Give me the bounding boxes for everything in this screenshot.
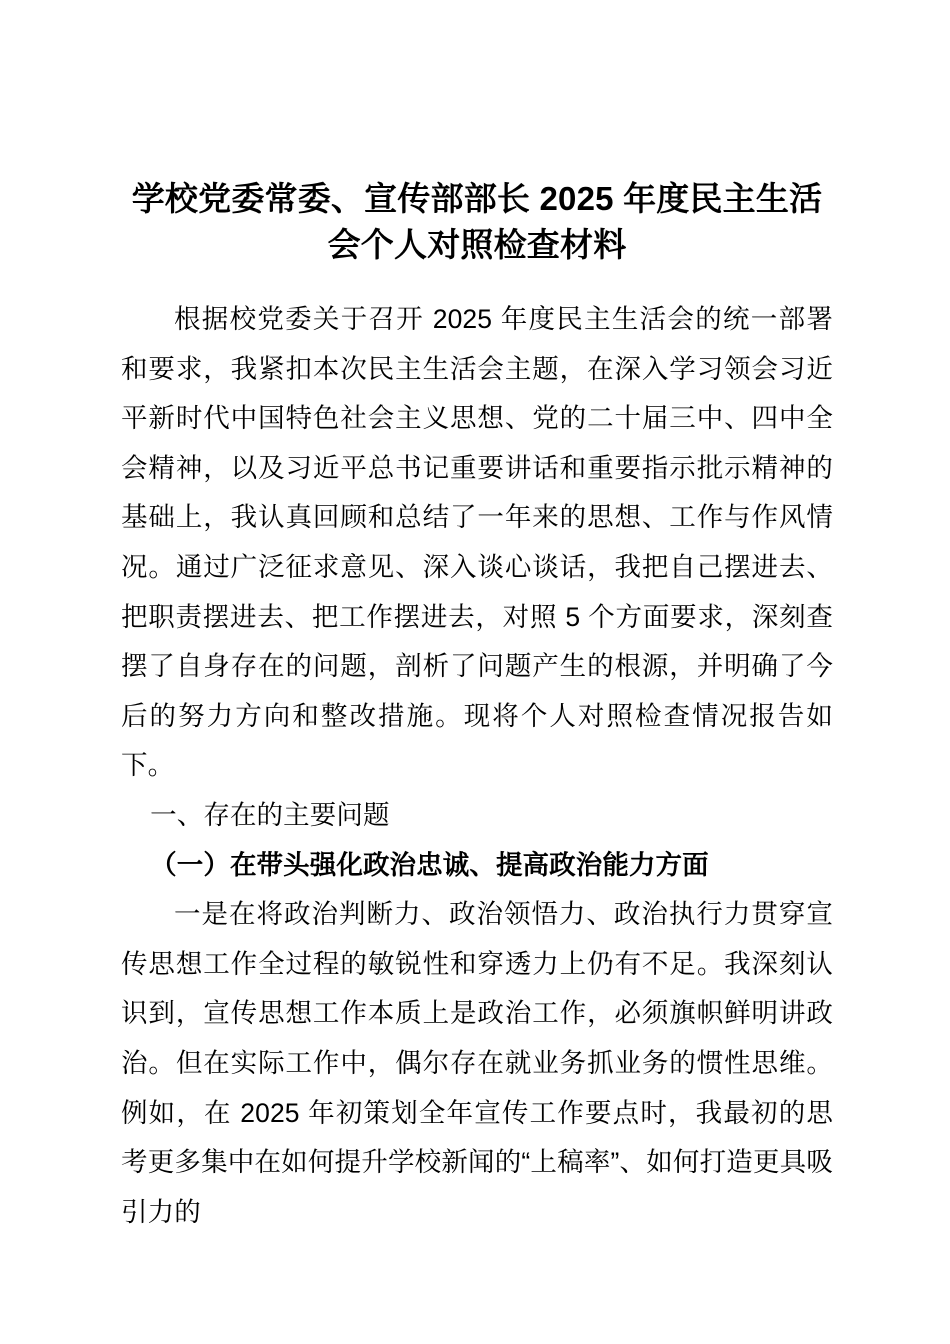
paragraph-intro: 根据校党委关于召开 2025 年度民主生活会的统一部署和要求，我紧扣本次民主生活会主题，在深入学习领会习近平新时代中国特色社会主义思想、党的二十届三中、四中全会精神，以及习近平总书记重要讲话和重要指示批示精神的基础上，我认真回顾和总结了一年来的思想、工作与作风情况。通过广泛征求意见、深入谈心谈话，我把自己摆进去、把职责摆进去、把工作摆进去，对照 5 个方面要求，深刻查摆了自身存在的问题，剖析了问题产生的根源，并明确了今后的努力方向和整改措施。现将个人对照检查情况报告如下。	[121, 304, 833, 781]
title-body-spacer	[121, 268, 833, 295]
paragraph-political-loyalty-body: 一是在将政治判断力、政治领悟力、政治执行力贯穿宣传思想工作全过程的敏锐性和穿透力上仍有不足。我深刻认识到，宣传思想工作本质上是政治工作，必须旗帜鲜明讲政治。但在实际工作中，偶尔存在就业务抓业务的惯性思维。例如，在 2025 年初策划全年宣传工作要点时，我最初的思考更多集中在如何提升学校新闻的“上稿率”、如何打造更具吸引力的	[121, 899, 833, 1227]
page-title: 学校党委常委、宣传部部长 2025 年度民主生活会个人对照检查材料	[131, 180, 823, 263]
subsection-heading-political-loyalty: （一）在带头强化政治忠诚、提高政治能力方面	[150, 849, 709, 880]
section-heading-main-problems: 一、存在的主要问题	[150, 799, 390, 830]
document-content-column	[121, 0, 833, 1237]
